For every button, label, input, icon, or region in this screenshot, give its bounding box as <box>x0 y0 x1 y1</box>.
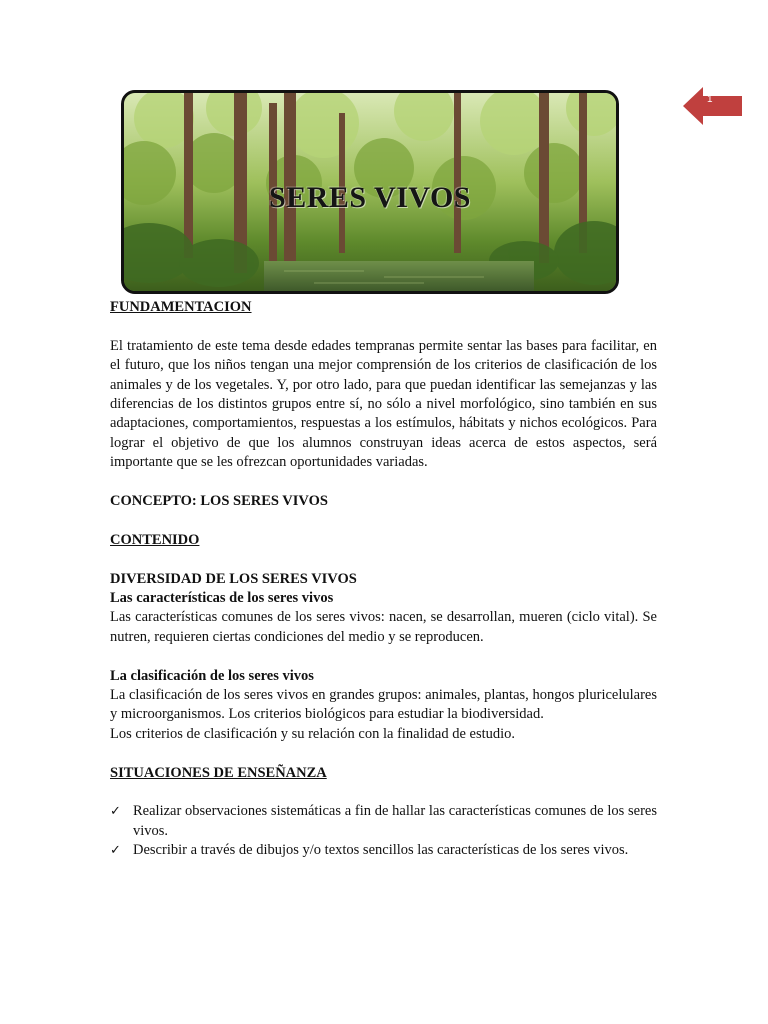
left-arrow-icon <box>683 87 743 125</box>
situaciones-list <box>110 802 657 860</box>
title-clasificacion: La clasificación de los seres vivos <box>110 667 314 684</box>
banner-title: SERES VIVOS <box>269 181 471 214</box>
heading-fundamentacion: FUNDAMENTACION <box>110 299 252 315</box>
page-number-marker <box>683 87 743 125</box>
paragraph-caracteristicas: Las características comunes de los seres vivos: nacen, se desarrollan, mueren (ciclo vital). Se nutren, requieren ciertas condiciones del medio y se reproducen. <box>110 609 657 645</box>
subheading-diversidad: DIVERSIDAD DE LOS SERES VIVOS <box>110 570 357 587</box>
document-body <box>110 298 657 861</box>
checkmark-icon: ✓ <box>110 843 121 859</box>
paragraph-fundamentacion: El tratamiento de este tema desde edades tempranas permite sentar las bases para facilitar, en el futuro, que los niños tengan una mejor comprensión de los criterios de clasificación de los animales y de los vegetales. Y, por otro lado, para que puedan identificar las semejanzas y las diferencias de los distintos grupos entre sí, no sólo a nivel morfológico, sino también en sus adaptaciones, comportamientos, respuestas a los estímulos, hábitats y nichos ecológicos. Para lograr el objetivo de que los alumnos construyan ideas acerca de estos aspectos, será importante que se les ofrezcan oportunidades variadas. <box>110 337 657 471</box>
paragraph-clasificacion: La clasificación de los seres vivos en grandes grupos: animales, plantas, hongos pluricelulares y microorganismos. Los criterios biológicos para estudiar la biodiversidad. <box>110 687 657 723</box>
heading-situaciones: SITUACIONES DE ENSEÑANZA <box>110 764 327 781</box>
list-item-text: Describir a través de dibujos y/o textos sencillos las características de los seres vivos. <box>133 842 629 859</box>
paragraph-clasificacion-2: Los criterios de clasificación y su relación con la finalidad de estudio. <box>110 725 516 742</box>
heading-contenido: CONTENIDO <box>110 531 200 548</box>
heading-concepto: CONCEPTO: LOS SERES VIVOS <box>110 493 328 510</box>
page-number: 1 <box>707 94 713 105</box>
list-item <box>110 802 657 841</box>
checkmark-icon: ✓ <box>110 804 121 820</box>
list-item <box>110 841 657 860</box>
list-item-text: Realizar observaciones sistemáticas a fin de hallar las características comunes de los seres vivos. <box>133 803 657 839</box>
title-caracteristicas: Las características de los seres vivos <box>110 590 334 607</box>
title-banner <box>121 90 619 294</box>
